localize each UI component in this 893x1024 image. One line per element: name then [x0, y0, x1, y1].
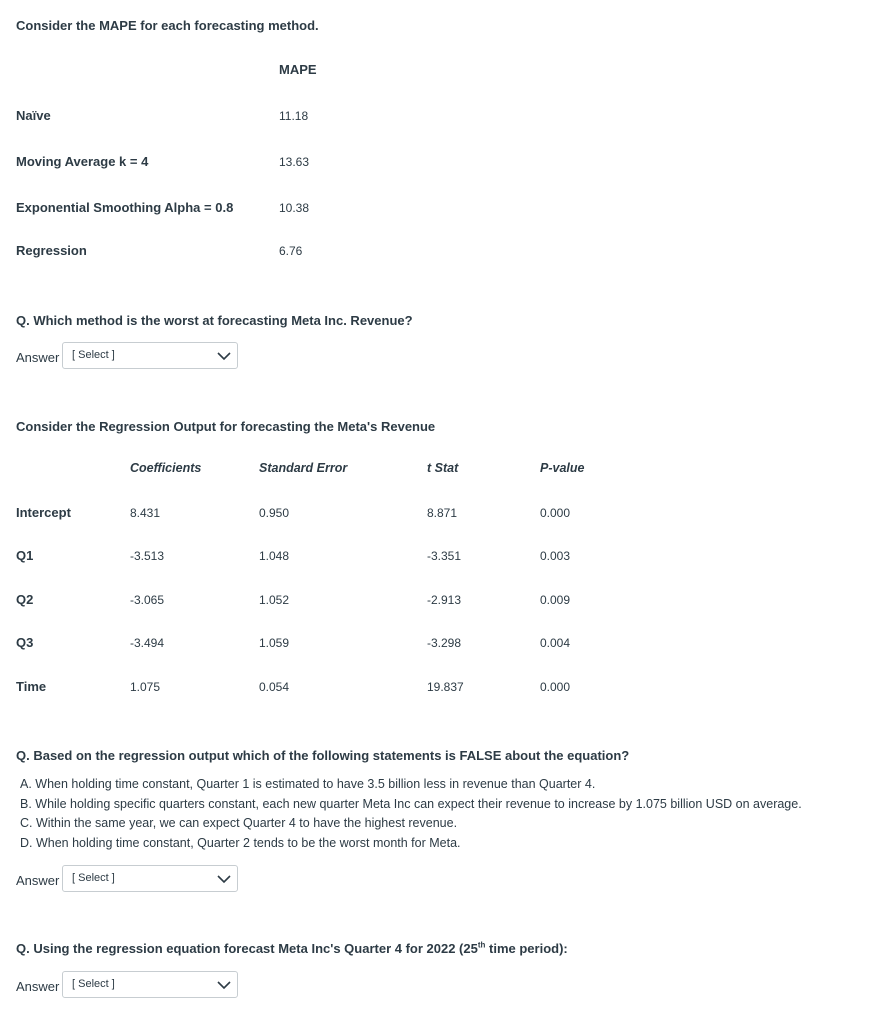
p-value: 0.000	[540, 680, 571, 694]
coef-value: -3.065	[130, 593, 165, 607]
t-value: -2.913	[427, 593, 462, 607]
regression-row-label: Time	[16, 679, 47, 694]
answer-label: Answer	[16, 873, 60, 888]
answer-select-q3[interactable]	[62, 971, 238, 998]
p-value: 0.004	[540, 636, 571, 650]
mape-value: 6.76	[279, 244, 303, 258]
question-3-suffix: time period):	[485, 941, 568, 956]
option-d: D. When holding time constant, Quarter 2 tends to be the worst month for Meta.	[20, 836, 461, 850]
t-value: -3.351	[427, 549, 462, 563]
mape-row-label: Moving Average k = 4	[16, 154, 149, 169]
select-placeholder: [ Select ]	[72, 978, 115, 990]
chevron-down-icon	[216, 871, 232, 887]
coef-value: 8.431	[130, 506, 161, 520]
regression-intro: Consider the Regression Output for forecasting the Meta's Revenue	[16, 419, 436, 434]
select-placeholder: [ Select ]	[72, 872, 115, 884]
mape-column-header: MAPE	[279, 62, 317, 77]
column-header: Coefficients	[130, 461, 202, 475]
question-3-superscript: th	[477, 940, 486, 950]
question-1: Q. Which method is the worst at forecasting Meta Inc. Revenue?	[16, 313, 413, 328]
answer-select-q1[interactable]	[62, 342, 238, 369]
regression-row-label: Intercept	[16, 505, 71, 520]
se-value: 1.059	[259, 636, 290, 650]
answer-select-q2[interactable]	[62, 865, 238, 892]
regression-row-label: Q3	[16, 635, 34, 650]
option-c: C. Within the same year, we can expect Quarter 4 to have the highest revenue.	[20, 816, 458, 830]
mape-value: 13.63	[279, 155, 310, 169]
column-header: t Stat	[427, 461, 459, 475]
se-value: 0.950	[259, 506, 290, 520]
p-value: 0.003	[540, 549, 571, 563]
mape-row-label: Naïve	[16, 108, 51, 123]
t-value: 8.871	[427, 506, 458, 520]
coef-value: -3.513	[130, 549, 165, 563]
p-value: 0.009	[540, 593, 571, 607]
t-value: -3.298	[427, 636, 462, 650]
answer-label: Answer	[16, 979, 60, 994]
chevron-down-icon	[216, 348, 232, 364]
column-header: P-value	[540, 461, 585, 475]
select-placeholder: [ Select ]	[72, 349, 115, 361]
coef-value: 1.075	[130, 680, 161, 694]
coef-value: -3.494	[130, 636, 165, 650]
question-2: Q. Based on the regression output which of the following statements is FALSE about the equation?	[16, 748, 630, 763]
se-value: 0.054	[259, 680, 290, 694]
question-3	[16, 941, 568, 956]
mape-value: 11.18	[279, 109, 309, 123]
t-value: 19.837	[427, 680, 464, 694]
option-b: B. While holding specific quarters constant, each new quarter Meta Inc can expect their revenue to increase by 1.075 billion USD on average.	[20, 797, 802, 811]
regression-row-label: Q2	[16, 592, 34, 607]
chevron-down-icon	[216, 977, 232, 993]
mape-row-label: Regression	[16, 243, 87, 258]
se-value: 1.048	[259, 549, 290, 563]
answer-label: Answer	[16, 350, 60, 365]
se-value: 1.052	[259, 593, 290, 607]
option-a: A. When holding time constant, Quarter 1 is estimated to have 3.5 billion less in revenue than Quarter 4.	[20, 777, 596, 791]
question-3-prefix: Q. Using the regression equation forecast Meta Inc's Quarter 4 for 2022 (25	[16, 941, 478, 956]
mape-row-label: Exponential Smoothing Alpha = 0.8	[16, 200, 234, 215]
p-value: 0.000	[540, 506, 571, 520]
mape-intro: Consider the MAPE for each forecasting method.	[16, 18, 319, 33]
mape-value: 10.38	[279, 201, 310, 215]
column-header: Standard Error	[259, 461, 348, 475]
regression-row-label: Q1	[16, 548, 34, 563]
